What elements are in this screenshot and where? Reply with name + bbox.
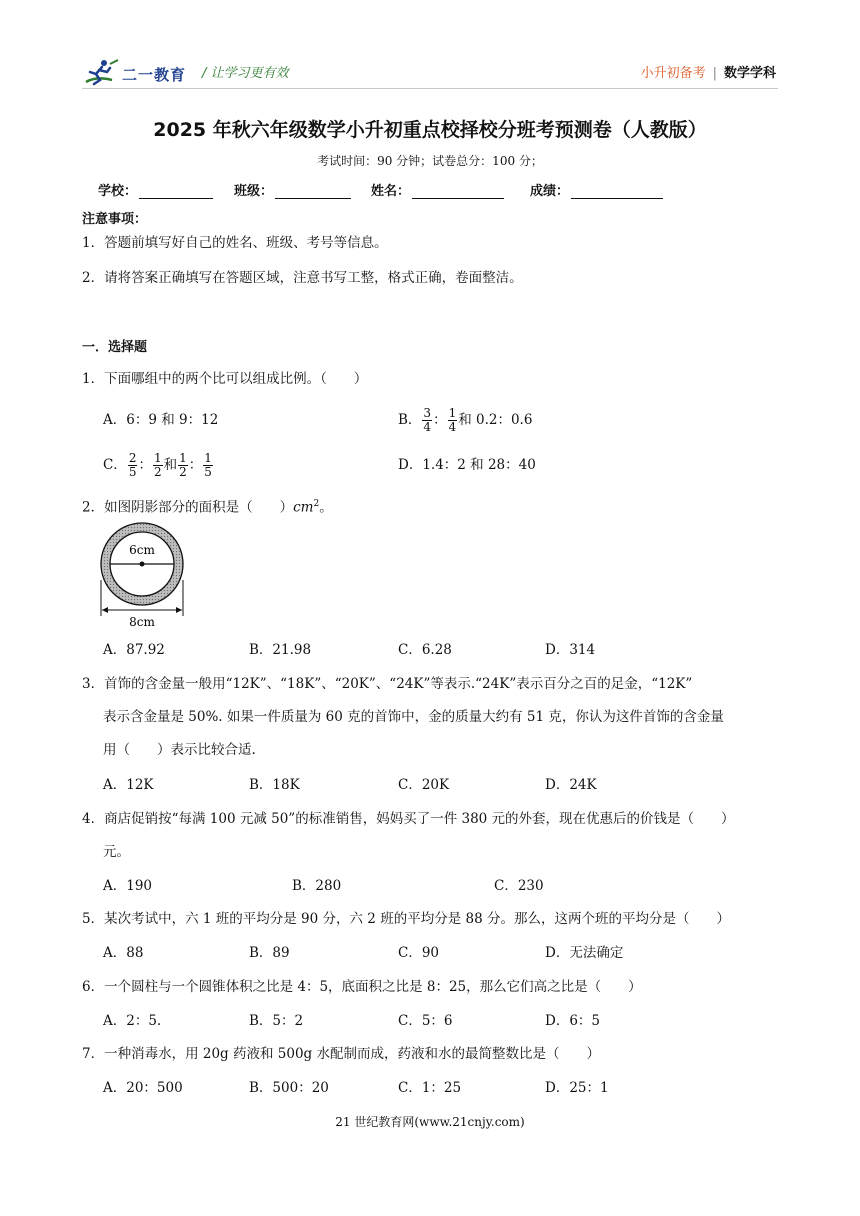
q5-stem: 5．某次考试中，六 1 班的平均分是 90 分，六 2 班的平均分是 88 分。那么，这两个班的平均分是（ ） (82, 911, 730, 927)
field-class-blank[interactable] (275, 184, 351, 199)
header-divider (82, 88, 778, 89)
field-name (371, 180, 504, 199)
fraction: $\frac{1}{2}$ (179, 451, 187, 479)
note-2: 2．请将答案正确填写在答题区域，注意书写工整，格式正确，卷面整洁。 (82, 270, 523, 286)
q7-stem: 7．一种消毒水，用 20g 药液和 500g 水配制而成，药液和水的最简整数比是（ ） (82, 1046, 600, 1062)
q1-option-a[interactable]: A．6：9 和 9：12 (103, 412, 219, 428)
q3-option-d[interactable]: D．24K (545, 777, 597, 793)
header-separator: | (712, 66, 717, 81)
field-name-blank[interactable] (412, 184, 504, 199)
q3-option-b[interactable]: B．18K (249, 777, 300, 793)
q3-option-a[interactable]: A．12K (103, 777, 154, 793)
logo-text: 二一教育 (122, 66, 187, 84)
q5-option-a[interactable]: A．88 (103, 945, 144, 961)
fraction: $\frac{2}{5}$ (128, 451, 137, 479)
q5-option-b[interactable]: B．89 (249, 945, 290, 961)
outer-diameter-label: 8cm (129, 615, 155, 629)
q7-option-c[interactable]: C．1：25 (398, 1080, 462, 1096)
field-score-label: 成绩： (530, 184, 570, 199)
q7-option-a[interactable]: A．20：500 (103, 1080, 183, 1096)
header-tag-subject: 数学学科 (723, 66, 776, 81)
q1-option-d[interactable]: D．1.4：2 和 28：40 (398, 457, 536, 473)
q4-stem-line-2: 元。 (103, 844, 130, 860)
q4-stem-line-1: 4．商店促销按“每满 100 元减 50”的标准销售，妈妈买了一件 380 元的外套，现在优惠后的价钱是（ ） (82, 811, 735, 827)
q6-option-d[interactable]: D．6：5 (545, 1013, 601, 1029)
q4-option-c[interactable]: C．230 (494, 878, 544, 894)
fraction: $\frac{3}{4}$ (423, 406, 432, 434)
q6-option-c[interactable]: C．5：6 (398, 1013, 453, 1029)
fraction: $\frac{1}{4}$ (448, 406, 457, 434)
field-score-blank[interactable] (571, 184, 663, 199)
fraction: $\frac{1}{5}$ (204, 451, 212, 479)
logo (82, 58, 192, 88)
header-right (641, 62, 776, 81)
q7-option-d[interactable]: D．25：1 (545, 1080, 609, 1096)
field-name-label: 姓名： (371, 184, 411, 199)
field-score (530, 180, 663, 199)
exam-info: 考试时间：90 分钟；试卷总分：100 分； (317, 154, 543, 168)
q6-stem: 6．一个圆柱与一个圆锥体积之比是 4：5，底面积之比是 8：25，那么它们高之比是（ ） (82, 979, 642, 995)
q2-option-d[interactable]: D．314 (545, 642, 596, 658)
running-figure-icon (82, 58, 122, 88)
q5-option-c[interactable]: C．90 (398, 945, 440, 961)
field-class (234, 180, 351, 199)
note-1: 1．答题前填写好自己的姓名、班级、考号等信息。 (82, 235, 388, 251)
q2-unit: cm (293, 499, 314, 516)
field-school (98, 180, 213, 199)
field-class-label: 班级： (234, 184, 274, 199)
q1-option-c[interactable]: C． $\frac{2}{5}$ ： $\frac{1}{2}$ 和 $\frac{1}{2}$ ： $\frac{1}{5}$ (103, 451, 212, 479)
inner-diameter-label: 6cm (129, 543, 155, 557)
annulus-figure (94, 520, 194, 632)
fraction: $\frac{1}{2}$ (153, 451, 162, 479)
q3-stem-line-2: 表示含金量是 50%. 如果一件质量为 60 克的首饰中，金的质量大约有 51 克，你认为这件首饰的含金量 (103, 709, 724, 725)
q3-option-c[interactable]: C．20K (398, 777, 450, 793)
q6-option-b[interactable]: B．5：2 (249, 1013, 304, 1029)
q1-option-b[interactable]: B． $\frac{3}{4}$ ： $\frac{1}{4}$ 和 0.2：0.6 (398, 406, 533, 434)
q2-option-b[interactable]: B．21.98 (249, 642, 312, 658)
notes-heading: 注意事项： (82, 212, 148, 227)
q4-option-a[interactable]: A．190 (103, 878, 153, 894)
field-school-label: 学校： (98, 184, 138, 199)
q6-option-a[interactable]: A．2：5. (103, 1013, 162, 1029)
page-footer: 21 世纪教育网(www.21cnjy.com) (335, 1115, 525, 1129)
section-heading: 一．选择题 (82, 340, 148, 355)
header-tag-exam: 小升初备考 (640, 66, 706, 81)
slogan: / 让学习更有效 (202, 66, 289, 81)
q2-stem: 2．如图阴影部分的面积是（ ）$cm^2$。 (82, 499, 333, 516)
page-title: 2025 年秋六年级数学小升初重点校择校分班考预测卷（人教版） (153, 119, 707, 141)
q3-stem-line-3: 用（ ）表示比较合适. (103, 742, 256, 758)
q2-option-a[interactable]: A．87.92 (103, 642, 165, 658)
q5-option-d[interactable]: D．无法确定 (545, 945, 624, 961)
q2-option-c[interactable]: C．6.28 (398, 642, 452, 658)
q4-option-b[interactable]: B．280 (292, 878, 342, 894)
q3-stem-line-1: 3．首饰的含金量一般用“12K”、“18K”、“20K”、“24K”等表示.“24K”表示百分之百的足金，“12K” (82, 676, 693, 692)
field-school-blank[interactable] (139, 184, 213, 199)
q7-option-b[interactable]: B．500：20 (249, 1080, 329, 1096)
q1-stem: 1．下面哪组中的两个比可以组成比例。（ ） (82, 371, 368, 387)
